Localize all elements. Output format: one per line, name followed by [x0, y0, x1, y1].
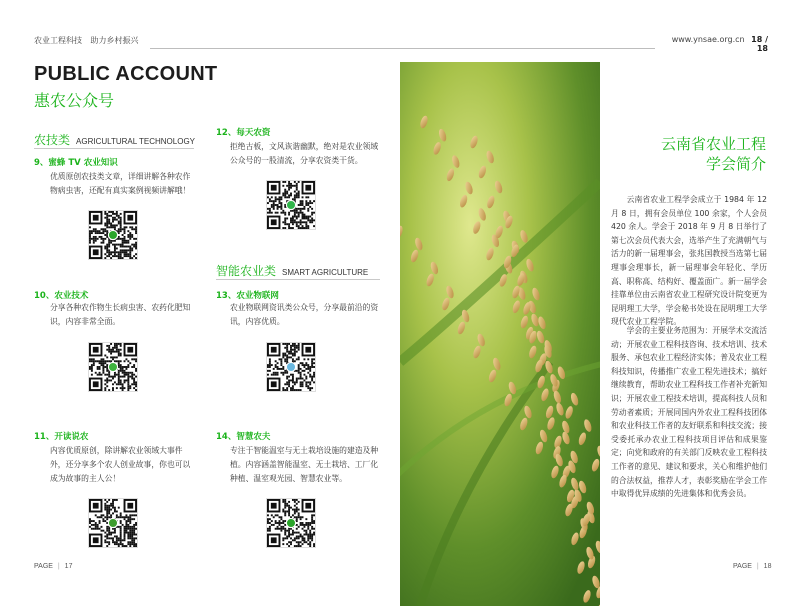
- page-title-en: PUBLIC ACCOUNT: [34, 63, 218, 85]
- qr-code-image: [266, 342, 316, 392]
- header-divider-right: [400, 48, 655, 49]
- category-agricultural-tech: [34, 131, 195, 148]
- section-title-line1: 云南省农业工程: [660, 135, 766, 153]
- footer-label: PAGE: [733, 563, 752, 570]
- intro-paragraph-2: 学会的主要业务范围为：开展学术交流活动；开展农业工程科技咨询、技术培训、技术服务、承包农业工程经济实体；普及农业工程科技知识，传播推广农业工程先进技术；搞好继续教育，帮助农业工程科技工作者补充新知识；开展农业工程技术培训，提高科技人员和劳动者素质；开展同国内外农业工程科技团体和农业科技工作者的友好联系和科技交流；接受委托承办农业工程科技项目评估和成果鉴定；向党和政府的有关部门反映农业工程科技工作者的意见、建议和要求，关心和维护他们的合法权益，推荐人才，表彰奖励在学会工作中取得优异成绩的先进集体和优秀会员。: [611, 326, 767, 499]
- category-cn: 农技类: [34, 133, 71, 147]
- page-number: 17: [64, 563, 73, 570]
- item-title: 9、蜜蜂 TV 农业知识: [34, 158, 118, 168]
- header-slogan: 助力乡村振兴: [90, 36, 139, 45]
- page-title-cn: 惠农公众号: [34, 91, 115, 110]
- item-title: 10、农业技术: [34, 291, 89, 301]
- header-brand: 农业工程科技: [34, 36, 82, 45]
- item-title: 11、开读说农: [34, 432, 89, 442]
- page-number: 18: [763, 563, 772, 570]
- intro-paragraph-1: 云南省农业工程学会成立于 1984 年 12 月 8 日，拥有会员单位 100 余家，个人会员 420 余人。学会于 2018 年 9 月 8 日举行了第七次会员代表大会，选举产生了充满朝气与活力的新一届理事会，张兆国教授当选第七届理事会理事长，新一届理事会年轻化、学历高、职称高、结构好、覆盖面广。新一届学会挂靠单位由云南省农业工程研究设计院变更为昆明理工大学，学会秘书处设在昆明理工大学现代农业工程学院。: [611, 195, 767, 327]
- item-title: 12、每天农资: [216, 128, 271, 138]
- header-right: [662, 35, 768, 53]
- qr-code-image: [88, 498, 138, 548]
- header-website: www.ynsae.org.cn: [671, 35, 745, 44]
- item-desc: 农业物联网资讯类公众号，分享最前沿的资讯，内容优质。: [230, 303, 379, 326]
- header-page-indicator: 18 / 18: [751, 35, 768, 53]
- header-divider-left: [150, 48, 405, 49]
- category-en: SMART AGRICULTURE: [282, 268, 369, 277]
- qr-code-image: [266, 180, 316, 230]
- item-desc: 优质原创农技类文章，详细讲解各种农作物病虫害，还配有真实案例视频讲解哦！: [50, 172, 191, 195]
- item-desc: 专注于智能温室与无土栽培设施的建造及种植。内容涵盖智能温室、无土栽培、工厂化种植、温室观光园、智慧农业等。: [230, 446, 379, 483]
- item-title: 13、农业物联网: [216, 291, 279, 301]
- item-desc: 分享各种农作物生长病虫害、农药化肥知识，内容非常全面。: [50, 303, 191, 326]
- section-title: [600, 134, 766, 174]
- footer-left: PAGE | 17: [34, 563, 73, 570]
- header-left: [34, 35, 139, 46]
- footer-label: PAGE: [34, 563, 53, 570]
- footer-right: PAGE | 18: [733, 563, 772, 570]
- category-en: AGRICULTURAL TECHNOLOGY: [76, 137, 195, 146]
- qr-code-image: [88, 210, 138, 260]
- item-title: 14、智慧农夫: [216, 432, 271, 442]
- category-cn: 智能农业类: [216, 264, 277, 278]
- section-title-line2: 学会简介: [705, 155, 766, 173]
- category-divider: [34, 148, 194, 149]
- qr-code-image: [88, 342, 138, 392]
- item-desc: 拒绝古板，文风诙谐幽默，绝对是农业领域公众号的一股清流，分享农资类干货。: [230, 142, 379, 165]
- rice-photo: [400, 62, 600, 606]
- item-desc: 内容优质原创，除讲解农业领域大事件外，还分享多个农人创业故事，你也可以成为故事的主人公！: [50, 446, 191, 483]
- category-smart-agriculture: [216, 262, 368, 279]
- qr-code-image: [266, 498, 316, 548]
- category-divider: [216, 279, 380, 280]
